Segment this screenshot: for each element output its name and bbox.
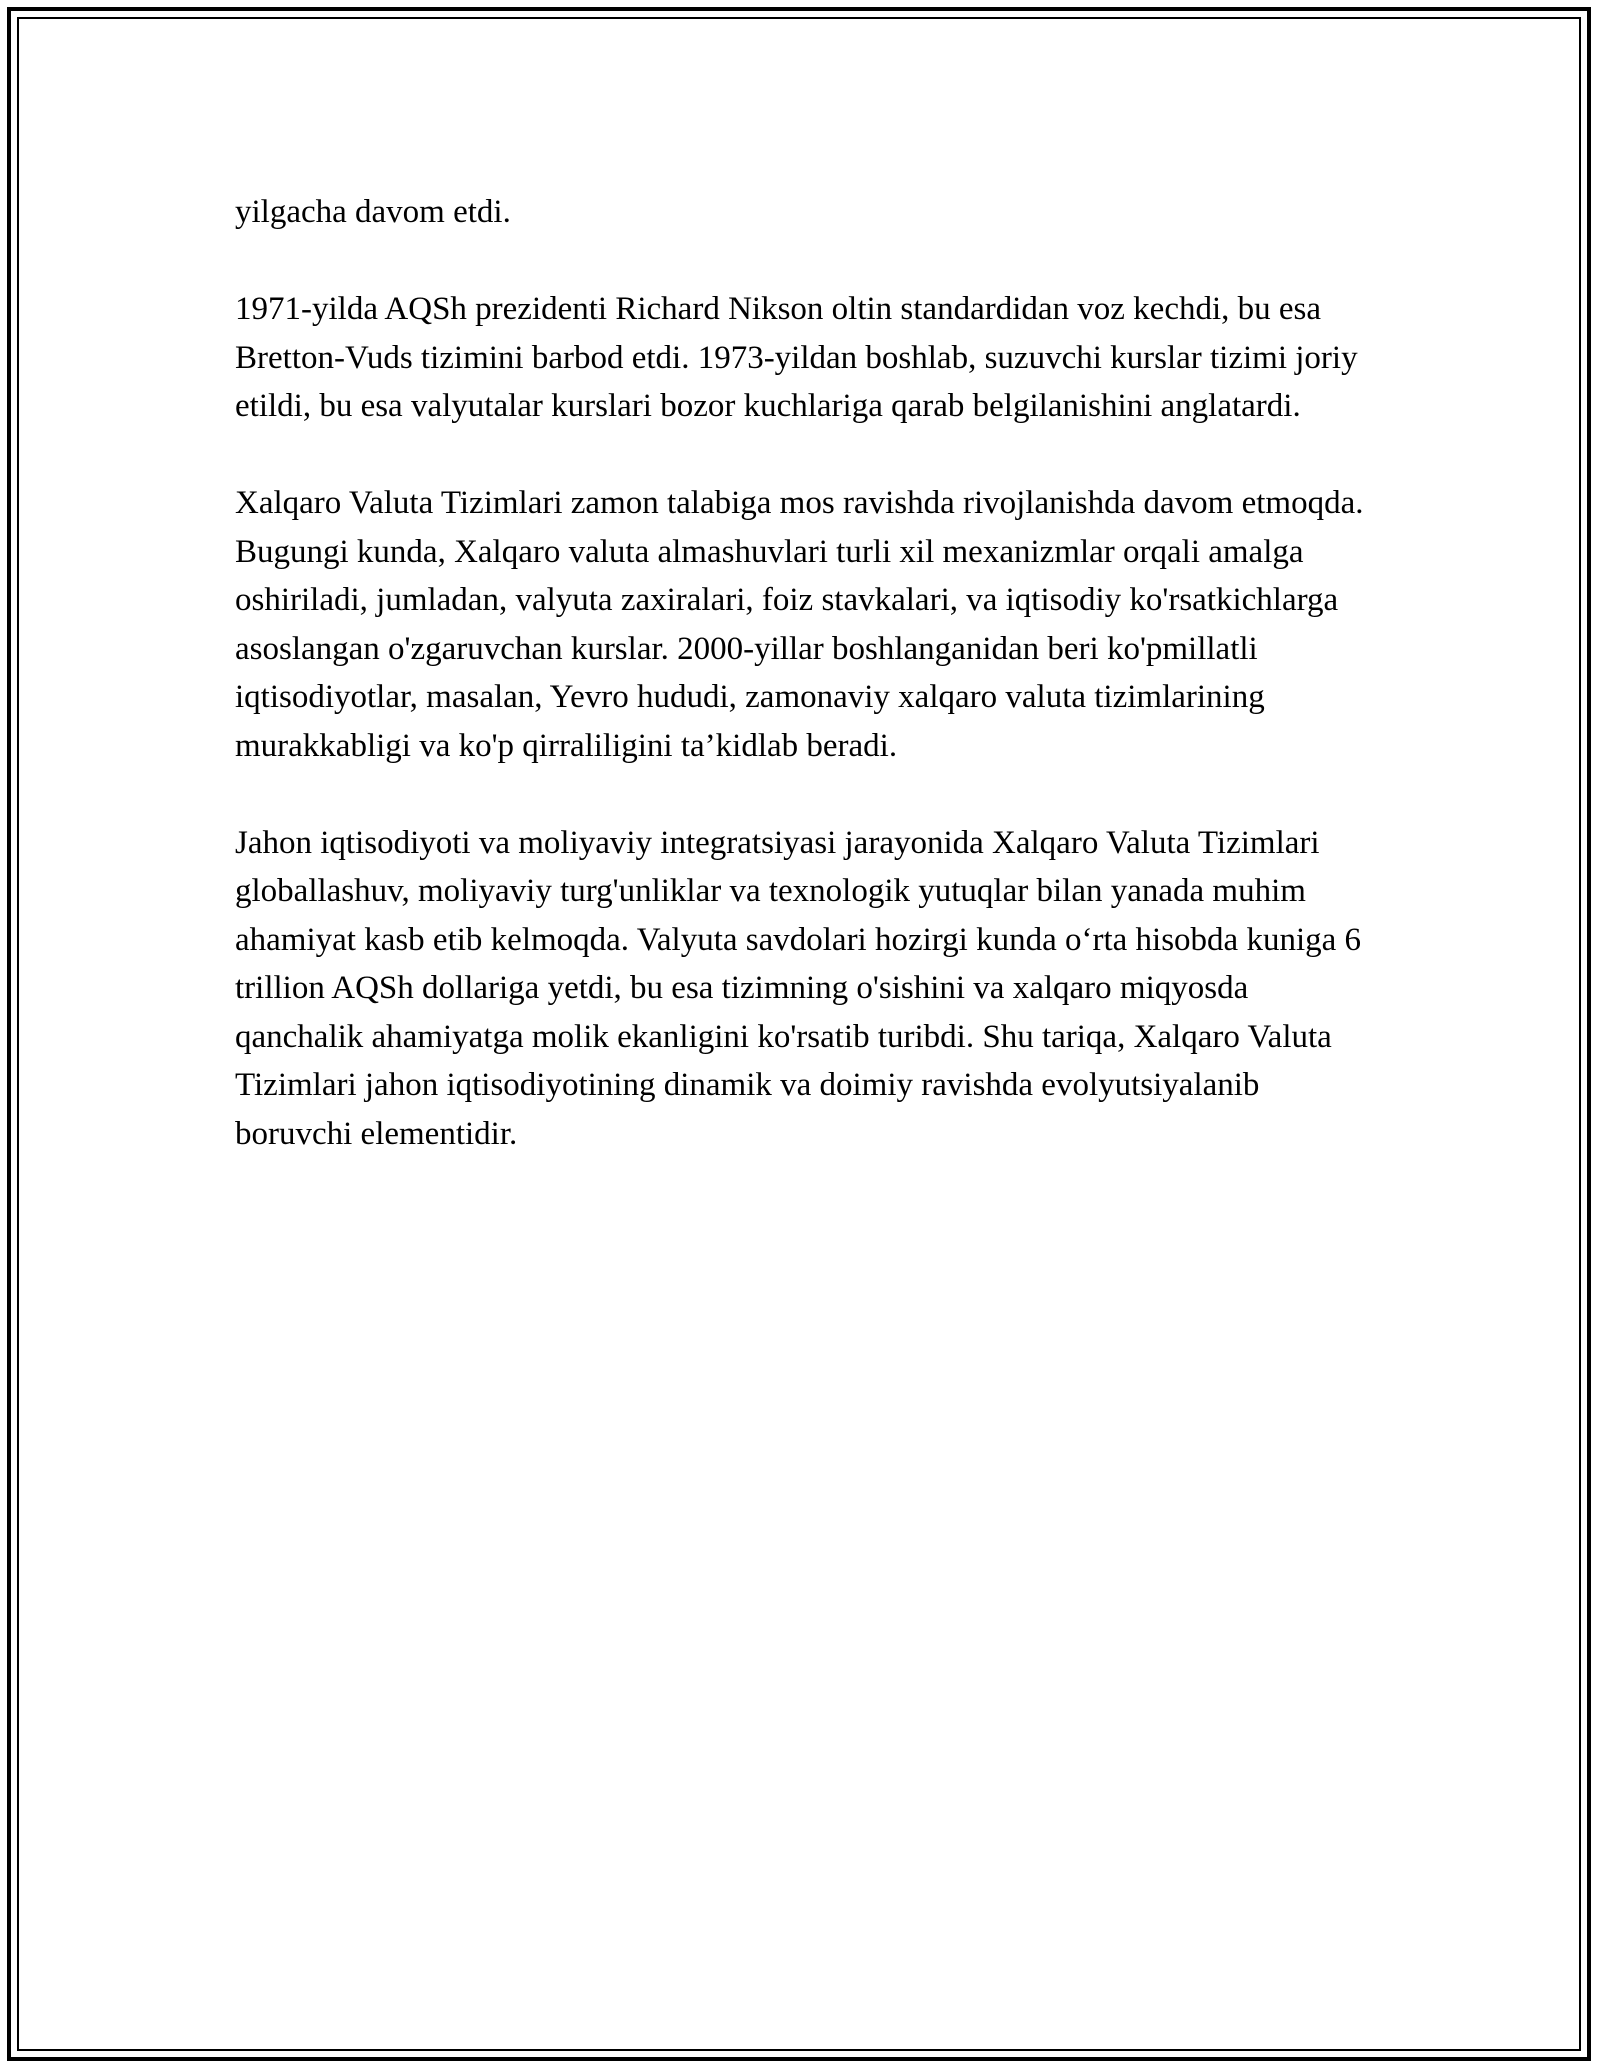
paragraph-2: 1971-yilda AQSh prezidenti Richard Nikson oltin standardidan voz kechdi, bu esa Bretton-Vuds tizimini barbod etdi. 1973-yildan boshlab, suzuvchi kurslar tizimi joriy etildi, bu esa valyutalar kurslari bozor kuchlariga qarab belgilanishini anglatardi. bbox=[235, 291, 1358, 424]
document-body bbox=[235, 188, 1375, 1207]
paragraph-4: Jahon iqtisodiyoti va moliyaviy integratsiyasi jarayonida Xalqaro Valuta Tizimlari globallashuv, moliyaviy turg'unliklar va texnologik yutuqlar bilan yanada muhim ahamiyat kasb etib kelmoqda. Valyuta savdolari hozirgi kunda o‘rta hisobda kuniga 6 trillion AQSh dollariga yetdi, bu esa tizimning o'sishini va xalqaro miqyosda qanchalik ahamiyatga molik ekanligini ko'rsatib turibdi. Shu tariqa, Xalqaro Valuta Tizimlari jahon iqtisodiyotining dinamik va doimiy ravishda evolyutsiyalanib boruvchi elementidir. bbox=[235, 824, 1362, 1152]
paragraph-1: yilgacha davom etdi. bbox=[235, 194, 511, 230]
paragraph-3: Xalqaro Valuta Tizimlari zamon talabiga mos ravishda rivojlanishda davom etmoqda. Bugungi kunda, Xalqaro valuta almashuvlari turli xil mexanizmlar orqali amalga oshiriladi, jumladan, valyuta zaxiralari, foiz stavkalari, va iqtisodiy ko'rsatkichlarga asoslangan o'zgaruvchan kurslar. 2000-yillar boshlanganidan beri ko'pmillatli iqtisodiyotlar, masalan, Yevro hududi, zamonaviy xalqaro valuta tizimlarining murakkabligi va ko'p qirraliligini ta’kidlab beradi. bbox=[235, 485, 1364, 764]
